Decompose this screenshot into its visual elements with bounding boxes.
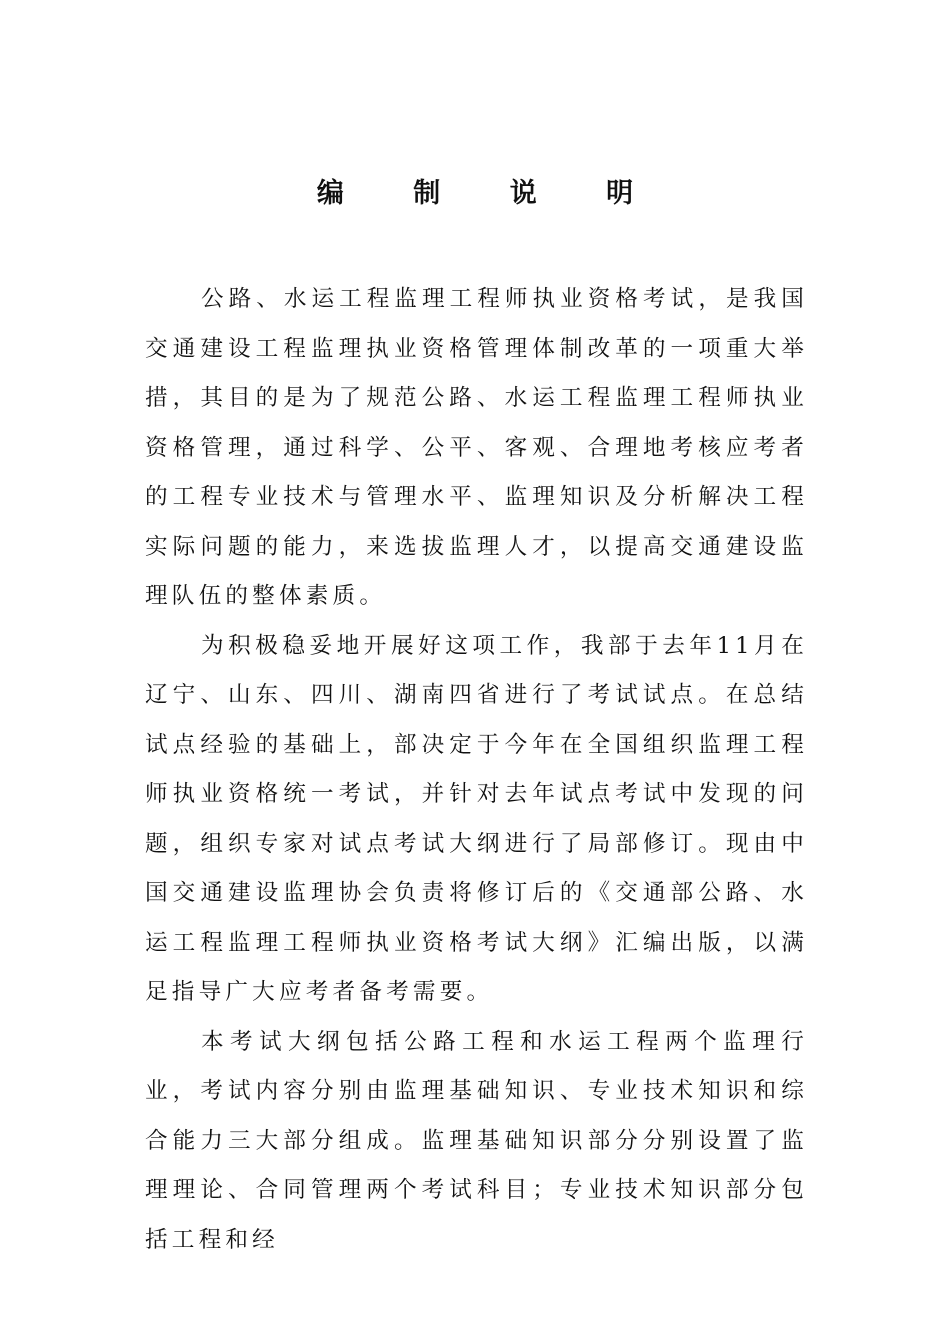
document-body bbox=[145, 275, 808, 1265]
paragraph-2: 为积极稳妥地开展好这项工作，我部于去年11月在辽宁、山东、四川、湖南四省进行了考试试点。在总结试点经验的基础上，部决定于今年在全国组织监理工程师执业资格统一考试，并针对去年试点考试中发现的问题，组织专家对试点考试大纲进行了局部修订。现由中国交通建设监理协会负责将修订后的《交通部公路、水运工程监理工程师执业资格考试大纲》汇编出版，以满足指导广大应考者备考需要。 bbox=[145, 632, 808, 1005]
paragraph-3: 本考试大纲包括公路工程和水运工程两个监理行业，考试内容分别由监理基础知识、专业技术知识和综合能力三大部分组成。监理基础知识部分分别设置了监理理论、合同管理两个考试科目；专业技术知识部分包括工程和经 bbox=[145, 1028, 808, 1253]
page-title: 编 制 说 明 bbox=[316, 178, 664, 209]
paragraph-1: 公路、水运工程监理工程师执业资格考试，是我国交通建设工程监理执业资格管理体制改革的一项重大举措，其目的是为了规范公路、水运工程监理工程师执业资格管理，通过科学、公平、客观、合理地考核应考者的工程专业技术与管理水平、监理知识及分析解决工程实际问题的能力，来选拔监理人才，以提高交通建设监理队伍的整体素质。 bbox=[145, 286, 808, 609]
